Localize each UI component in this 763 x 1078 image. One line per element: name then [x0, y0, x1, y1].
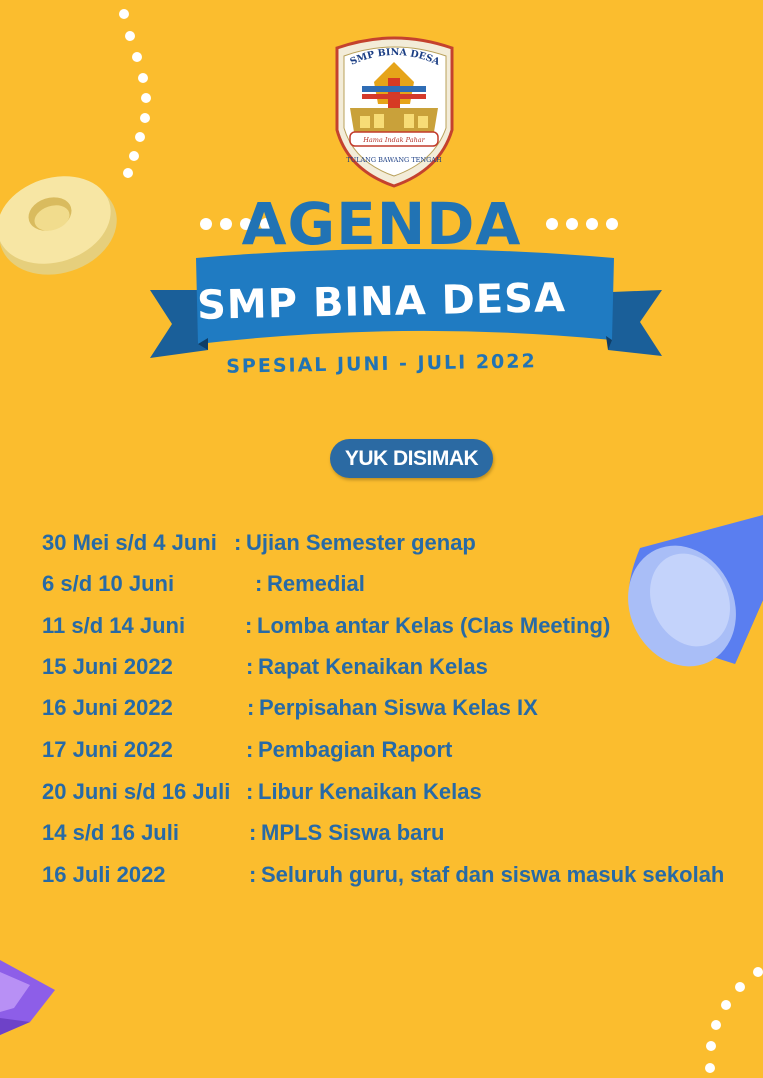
agenda-activity: Lomba antar Kelas (Clas Meeting) — [257, 613, 611, 638]
agenda-date: 14 s/d 16 Juli — [42, 820, 179, 845]
page-title: AGENDA — [241, 190, 522, 258]
agenda-separator: : — [246, 654, 254, 679]
agenda-activity: Rapat Kenaikan Kelas — [258, 654, 488, 679]
agenda-separator: : — [249, 820, 257, 845]
agenda-separator: : — [246, 779, 254, 804]
agenda-activity: MPLS Siswa baru — [261, 820, 445, 845]
logo-motto: Hama Indak Pahar — [363, 136, 425, 144]
ribbon-school-name: SMP BINA DESA — [196, 275, 567, 329]
agenda-separator: : — [245, 613, 253, 638]
logo-school-name: SMP BINA DESA — [348, 46, 442, 68]
agenda-separator: : — [234, 530, 242, 555]
agenda-separator: : — [249, 862, 257, 887]
agenda-date: 15 Juni 2022 — [42, 654, 173, 679]
agenda-separator: : — [246, 737, 254, 762]
agenda-activity: Seluruh guru, staf dan siswa masuk sekolah — [261, 862, 725, 887]
agenda-activity: Perpisahan Siswa Kelas IX — [259, 695, 538, 720]
agenda-activity: Ujian Semester genap — [246, 530, 476, 555]
agenda-separator: : — [255, 571, 263, 596]
agenda-date: 20 Juni s/d 16 Juli — [42, 779, 231, 804]
agenda-date: 11 s/d 14 Juni — [42, 613, 186, 638]
yuk-disimak-badge: YUK DISIMAK — [330, 439, 493, 478]
school-logo — [337, 38, 452, 186]
agenda-separator: : — [247, 695, 255, 720]
agenda-date: 16 Juli 2022 — [42, 862, 166, 887]
logo-region: TULANG BAWANG TENGAH — [346, 156, 442, 164]
agenda-activity: Libur Kenaikan Kelas — [258, 779, 482, 804]
agenda-date: 16 Juni 2022 — [42, 695, 173, 720]
agenda-date: 6 s/d 10 Juni — [42, 571, 175, 596]
agenda-date: 17 Juni 2022 — [42, 737, 173, 762]
agenda-date: 30 Mei s/d 4 Juni — [42, 530, 217, 555]
page-subtitle: SPESIAL JUNI - JULI 2022 — [226, 350, 537, 378]
agenda-activity: Pembagian Raport — [258, 737, 453, 762]
agenda-activity: Remedial — [267, 571, 365, 596]
